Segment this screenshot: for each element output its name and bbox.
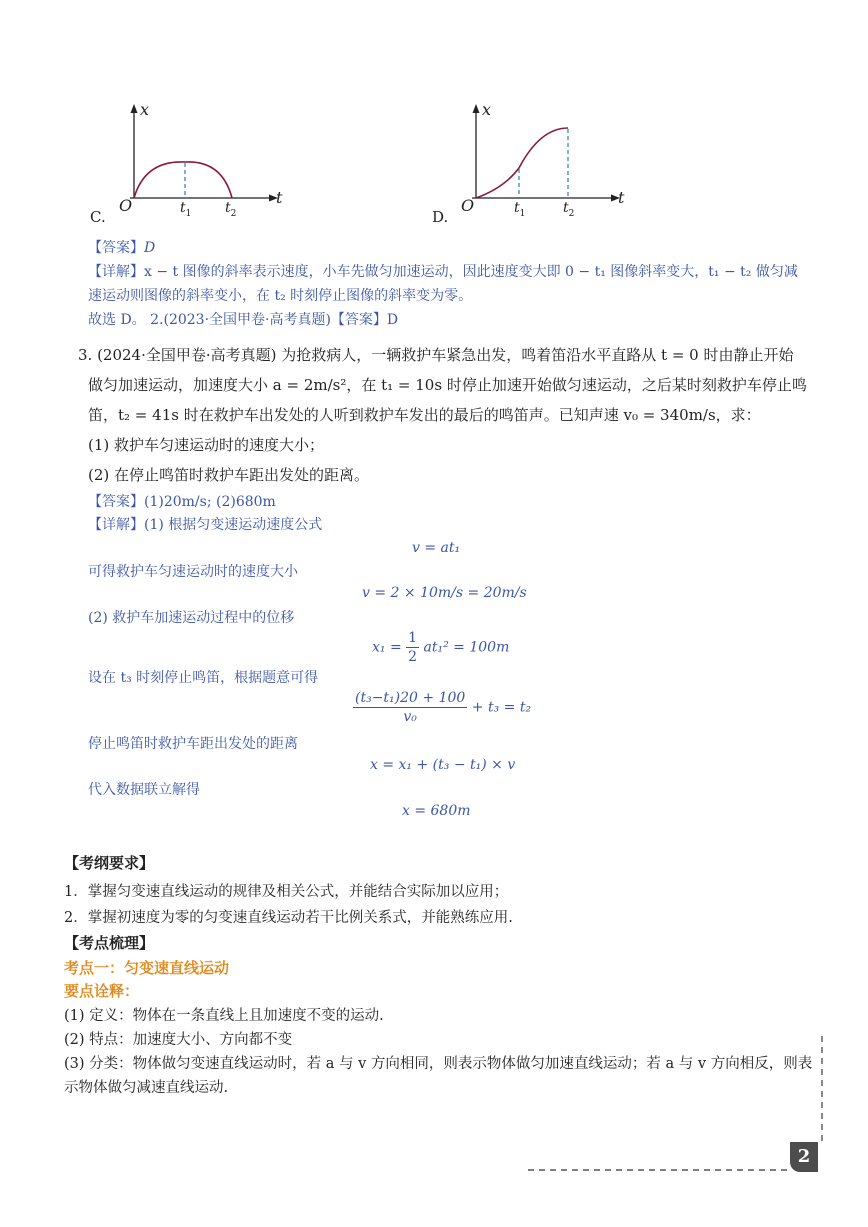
equation-3: x₁ = $\frac{1}{2}$ at₁² = 100m bbox=[372, 630, 510, 665]
detail-1-line-2: 速运动则图像的斜率变小，在 t₂ 时刻停止图像的斜率变为零。 bbox=[88, 288, 473, 304]
question-3-sub-1: (1) 救护车匀速运动时的速度大小； bbox=[88, 436, 325, 454]
answer-1: 【答案】D bbox=[88, 240, 156, 256]
point-characteristics: (2) 特点：加速度大小、方向都不变 bbox=[64, 1032, 293, 1048]
graph-d-t1: $t_1$ bbox=[514, 200, 526, 219]
graph-c-x-label: x bbox=[140, 100, 150, 119]
equation-4: $\frac{\text{(t₃−t₁)20 + 100}}{\text{v₀}}$ + t₃ = t₂ bbox=[355, 690, 532, 725]
syllabus-item-2: 2．掌握初速度为零的匀变速直线运动若干比例关系式，并能熟练应用. bbox=[64, 910, 513, 926]
equation-5: x = x₁ + (t₃ − t₁) × v bbox=[370, 757, 516, 773]
detail-1-line-3: 故选 D。 2.(2023·全国甲卷·高考真题)【答案】D bbox=[88, 312, 399, 328]
detail-1-line-1: 【详解】x − t 图像的斜率表示速度，小车先做匀加速运动，因此速度变大即 0 − t₁ 图像斜率变大，t₁ − t₂ 做匀减 bbox=[88, 264, 798, 280]
graph-c-t1: $t_1$ bbox=[180, 200, 192, 219]
point-definition: (1) 定义：物体在一条直线上且加速度不变的运动. bbox=[64, 1008, 384, 1024]
option-c-label: C. bbox=[90, 208, 106, 226]
detail-3-line-3: (2) 救护车加速运动过程中的位移 bbox=[88, 610, 295, 626]
page-number: 2 bbox=[790, 1142, 818, 1172]
answer-3: 【答案】(1)20m/s; (2)680m bbox=[88, 494, 276, 510]
graph-d-t-label: t bbox=[618, 188, 625, 207]
question-3-line-1: 3. (2024·全国甲卷·高考真题) 为抢救病人，一辆救护车紧急出发，鸣着笛沿水平直路从 t = 0 时由静止开始 bbox=[78, 346, 794, 364]
syllabus-header: 【考纲要求】 bbox=[64, 854, 155, 872]
graph-c-t2: $t_2$ bbox=[225, 200, 237, 219]
equation-1: v = at₁ bbox=[412, 540, 461, 556]
point-classification-line-2: 示物体做匀减速直线运动. bbox=[64, 1080, 229, 1096]
graph-d-origin: O bbox=[461, 196, 475, 215]
equation-6: x = 680m bbox=[402, 803, 471, 819]
graph-d-x-label: x bbox=[482, 100, 492, 119]
question-3-line-2: 做匀加速运动，加速度大小 a = 2m/s²，在 t₁ = 10s 时停止加速开始做匀速运动，之后某时刻救护车停止鸣 bbox=[88, 376, 807, 394]
point-classification-line-1: (3) 分类：物体做匀变速直线运动时，若 a 与 v 方向相同，则表示物体做匀加速直线运动；若 a 与 v 方向相反，则表 bbox=[64, 1056, 813, 1072]
points-header: 【考点梳理】 bbox=[64, 934, 155, 952]
syllabus-item-1: 1．掌握匀变速直线运动的规律及相关公式，并能结合实际加以应用； bbox=[64, 884, 509, 900]
question-3-line-3: 笛，t₂ = 41s 时在救护车出发处的人听到救护车发出的最后的鸣笛声。已知声速 v₀ = 340m/s，求： bbox=[88, 406, 761, 424]
key-points-heading: 要点诠释： bbox=[64, 982, 140, 1000]
detail-3-line-6: 代入数据联立解得 bbox=[88, 782, 200, 798]
graph-d-t2: $t_2$ bbox=[563, 200, 575, 219]
detail-3-line-1: 【详解】(1) 根据匀变速运动速度公式 bbox=[88, 517, 323, 533]
graph-c-origin: O bbox=[119, 196, 133, 215]
graph-c-t-label: t bbox=[276, 188, 283, 207]
option-d-label: D. bbox=[432, 208, 449, 226]
footer-dashed-border bbox=[520, 1030, 830, 1180]
equation-2: v = 2 × 10m/s = 20m/s bbox=[362, 585, 527, 601]
topic-heading: 考点一：匀变速直线运动 bbox=[64, 959, 230, 977]
detail-3-line-4: 设在 t₃ 时刻停止鸣笛，根据题意可得 bbox=[88, 670, 319, 686]
detail-3-line-5: 停止鸣笛时救护车距出发处的距离 bbox=[88, 736, 298, 752]
detail-3-line-2: 可得救护车匀速运动时的速度大小 bbox=[88, 564, 298, 580]
question-3-sub-2: (2) 在停止鸣笛时救护车距出发处的距离。 bbox=[88, 466, 370, 484]
